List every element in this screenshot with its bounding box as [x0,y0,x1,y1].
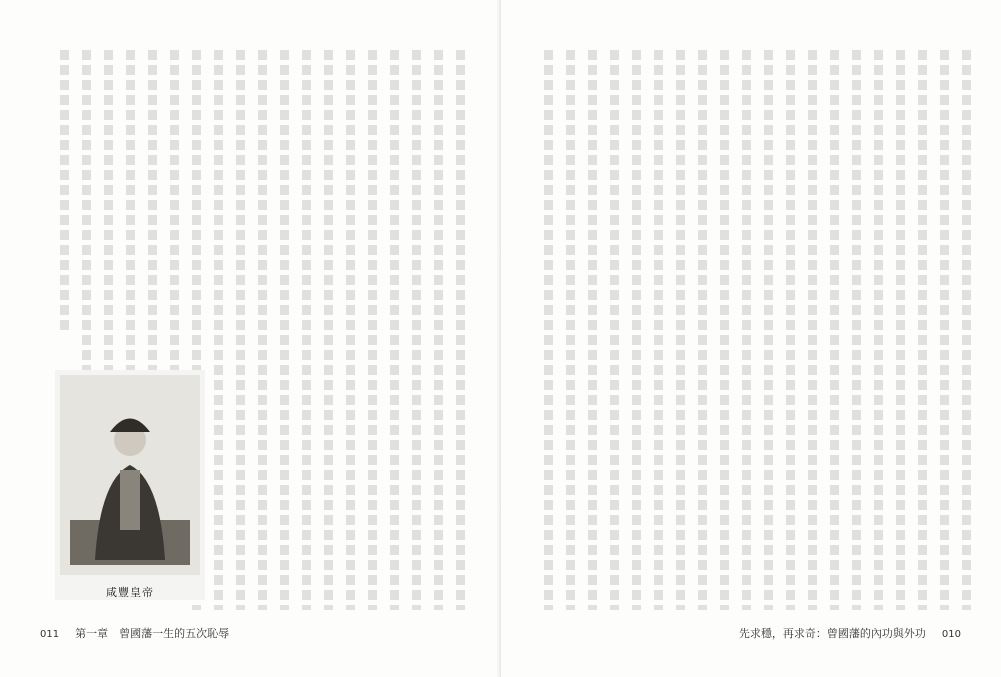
text-column [654,50,663,610]
text-column [390,50,399,610]
text-column [566,50,575,610]
text-column [280,50,289,610]
body-text [541,50,971,610]
running-head: 先求穩，再求奇：曾國藩的內功與外功 [738,627,926,640]
text-column [896,50,905,610]
text-column [720,50,729,610]
text-column [962,50,971,610]
text-column [742,50,751,610]
text-column [60,50,69,330]
text-column [214,50,223,610]
text-column [786,50,795,610]
text-column [258,50,267,610]
emperor-portrait [55,370,205,600]
text-column [302,50,311,610]
text-column [830,50,839,610]
text-column [808,50,817,610]
running-head: 第一章 曾國藩一生的五次恥辱 [75,627,230,640]
right-page [501,0,1001,677]
left-page [0,0,500,677]
text-column [544,50,553,610]
left-footer [40,625,229,641]
figure-caption: 咸豐皇帝 [106,586,154,599]
text-column [918,50,927,610]
text-column [236,50,245,610]
text-column [456,50,465,610]
right-footer [739,625,961,641]
text-column [698,50,707,610]
text-column [632,50,641,610]
text-column [676,50,685,610]
text-column [346,50,355,610]
page-number: 010 [941,629,961,640]
text-column [874,50,883,610]
text-column [764,50,773,610]
portrait-image [55,370,205,580]
page-number: 011 [40,629,60,640]
text-column [434,50,443,610]
text-column [940,50,949,610]
text-column [324,50,333,610]
text-column [852,50,861,610]
text-column [610,50,619,610]
text-column [588,50,597,610]
text-column [368,50,377,610]
text-column [412,50,421,610]
